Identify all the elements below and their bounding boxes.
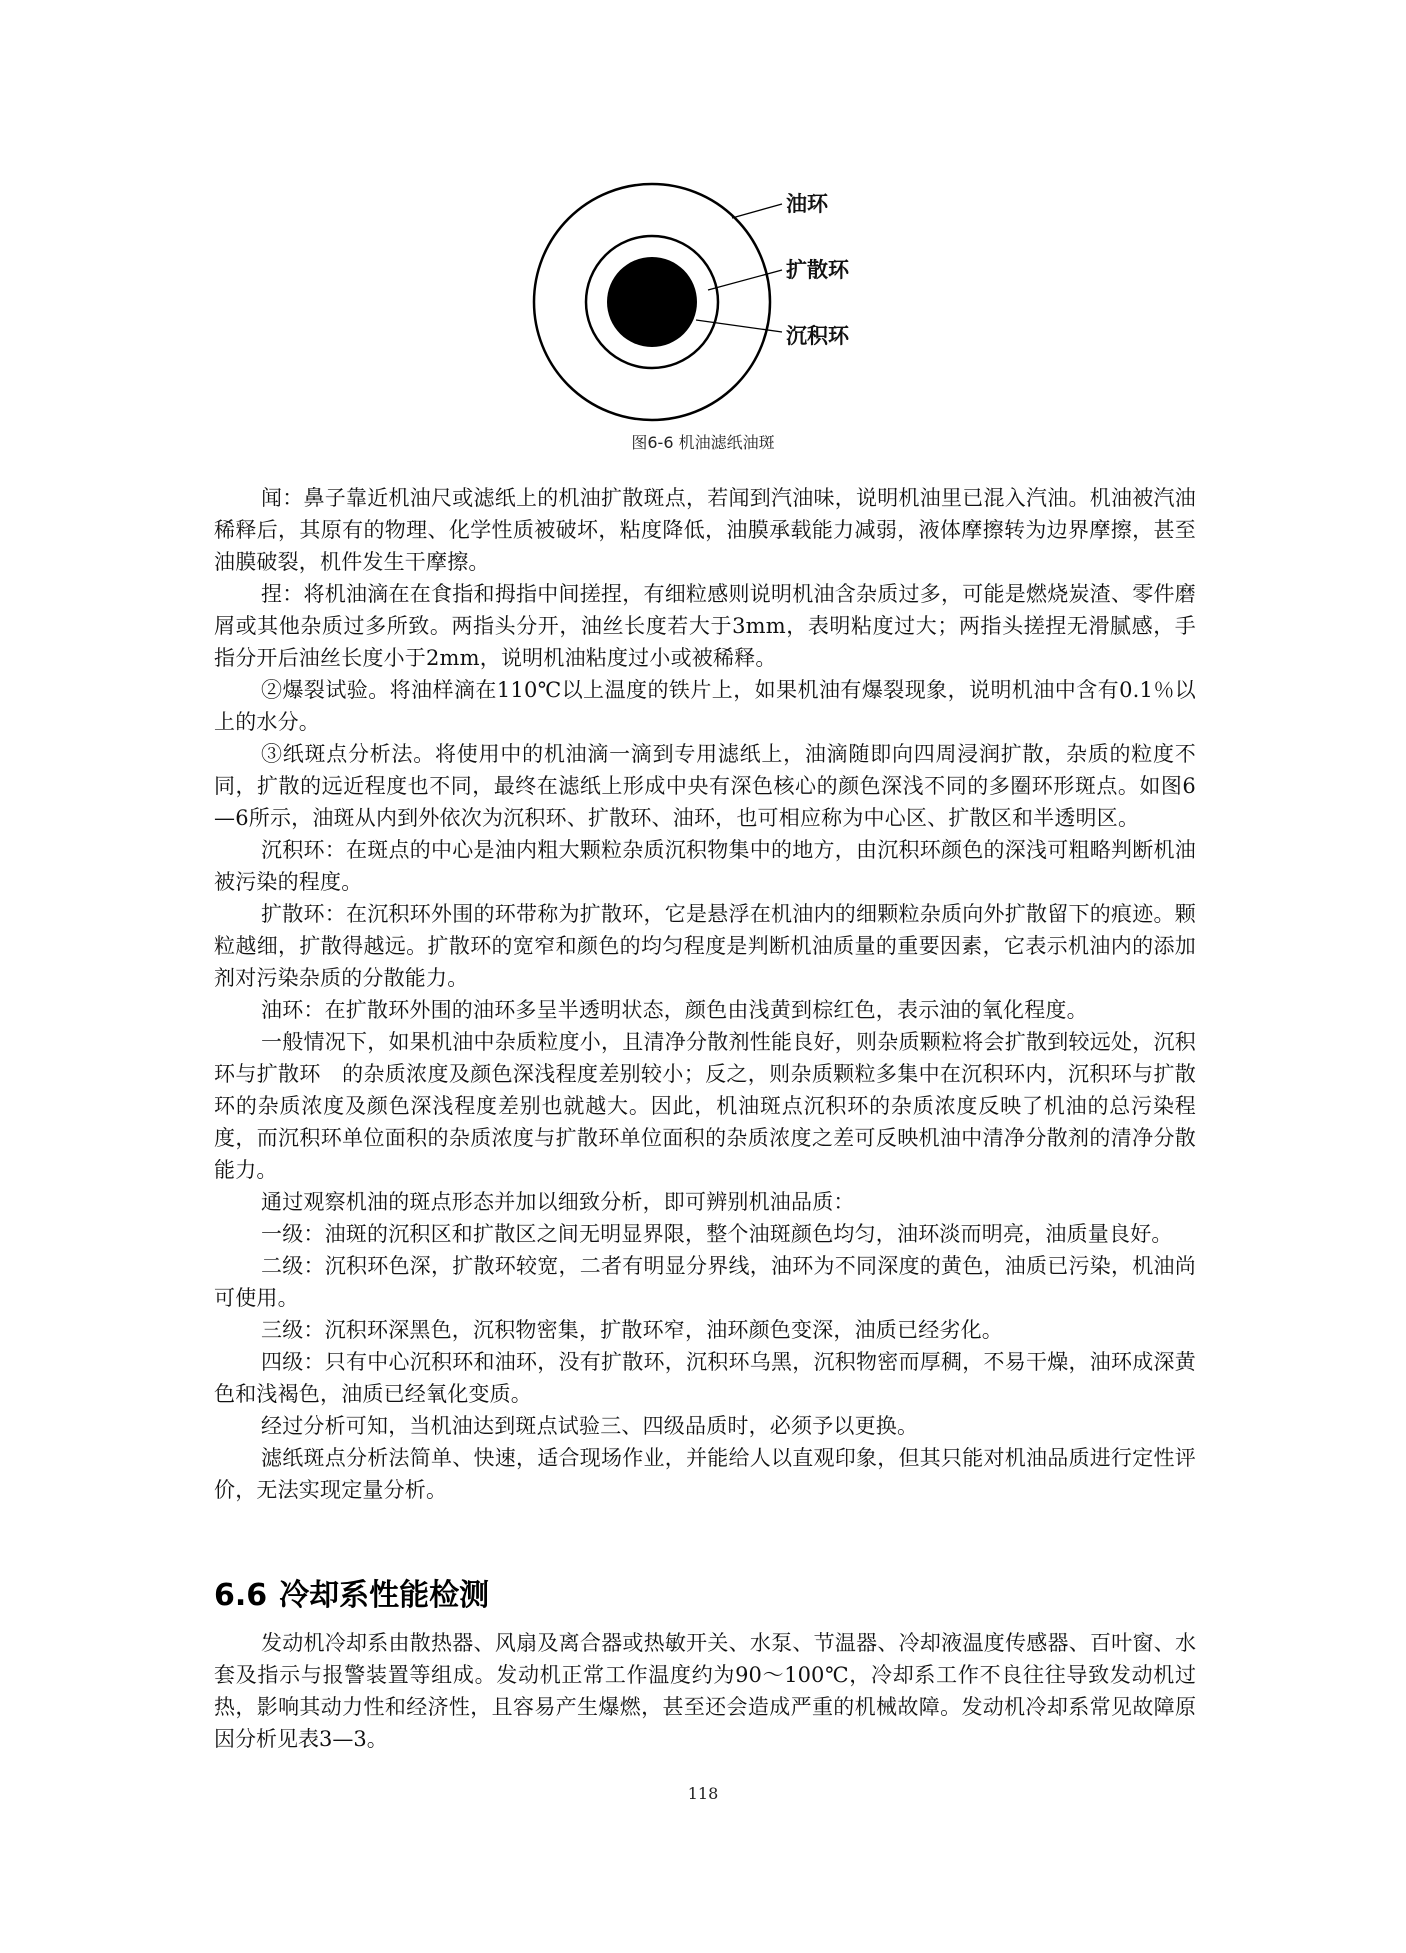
section-heading [214,1570,489,1614]
paragraph-method-summary: 滤纸斑点分析法简单、快速，适合现场作业，并能给人以直观印象，但其只能对机油品质进行定性评价，无法实现定量分析。 [214,1446,1196,1502]
paragraph-diffusion-ring: 扩散环：在沉积环外围的环带称为扩散环，它是悬浮在机油内的细颗粒杂质向外扩散留下的痕迹。颗粒越细，扩散得越远。扩散环的宽窄和颜色的均匀程度是判断机油质量的重要因素，它表示机油内的添加剂对污染杂质的分散能力。 [214,902,1196,990]
paragraph-grade-2: 二级：沉积环色深，扩散环较宽，二者有明显分界线，油环为不同深度的黄色，油质已污染，机油尚可使用。 [214,1254,1196,1310]
body-text [214,482,1196,1506]
deposit-ring-core [607,257,697,347]
paragraph-oil-ring: 油环：在扩散环外围的油环多呈半透明状态，颜色由浅黄到棕红色，表示油的氧化程度。 [261,998,1088,1022]
section-title: 冷却系性能检测 [279,1578,490,1613]
paragraph-general: 一般情况下，如果机油中杂质粒度小，且清净分散剂性能良好，则杂质颗粒将会扩散到较远处，沉积环与扩散环 的杂质浓度及颜色深浅程度差别较小；反之，则杂质颗粒多集中在沉积环内，沉积环与扩散环的杂质浓度及颜色深浅程度差别也就越大。因此，机油斑点沉积环的杂质浓度反映了机油的总污染程度，而沉积环单位面积的杂质浓度与扩散环单位面积的杂质浓度之差可反映机油中清净分散剂的清净分散能力。 [214,1030,1196,1182]
deposit-ring-label: 沉积环 [786,324,849,348]
paragraph-conclusion: 经过分析可知，当机油达到斑点试验三、四级品质时，必须予以更换。 [261,1414,919,1438]
figure-caption: 图6-6 机油滤纸油斑 [631,433,775,452]
diffusion-ring-label: 扩散环 [786,258,849,282]
page-number: 118 [687,1784,719,1803]
oil-ring-label: 油环 [786,192,828,216]
paragraph-deposit-ring: 沉积环：在斑点的中心是油内粗大颗粒杂质沉积物集中的地方，由沉积环颜色的深浅可粗略判断机油被污染的程度。 [214,838,1196,894]
paragraph-pinch: 捏：将机油滴在在食指和拇指中间搓捏，有细粒感则说明机油含杂质过多，可能是燃烧炭渣、零件磨屑或其他杂质过多所致。两指头分开，油丝长度若大于3mm，表明粘度过大；两指头搓捏无滑腻感，手指分开后油丝长度小于2mm，说明机油粘度过小或被稀释。 [214,582,1196,670]
paragraph-grade-4: 四级：只有中心沉积环和油环，没有扩散环，沉积环乌黑，沉积物密而厚稠，不易干燥，油环成深黄色和浅褐色，油质已经氧化变质。 [214,1350,1196,1406]
paragraph-grade-3: 三级：沉积环深黑色，沉积物密集，扩散环窄，油环颜色变深，油质已经劣化。 [261,1318,1003,1342]
oil-spot-diagram [520,180,920,430]
section-number: 6.6 [214,1578,268,1613]
oil-spot-figure [520,180,920,430]
paragraph-grading-intro: 通过观察机油的斑点形态并加以细致分析，即可辨别机油品质： [261,1190,855,1214]
paragraph-spot-analysis: ③纸斑点分析法。将使用中的机油滴一滴到专用滤纸上，油滴随即向四周浸润扩散，杂质的粒度不同，扩散的远近程度也不同，最终在滤纸上形成中央有深色核心的颜色深浅不同的多圈环形斑点。如图6—6所示，油斑从内到外依次为沉积环、扩散环、油环，也可相应称为中心区、扩散区和半透明区。 [214,742,1196,830]
section-body [214,1627,1196,1755]
oil-ring-leader [732,204,782,218]
paragraph-grade-1: 一级：油斑的沉积区和扩散区之间无明显界限，整个油斑颜色均匀，油环淡而明亮，油质量良好。 [261,1222,1173,1246]
paragraph-cooling-system: 发动机冷却系由散热器、风扇及离合器或热敏开关、水泵、节温器、冷却液温度传感器、百叶窗、水套及指示与报警装置等组成。发动机正常工作温度约为90～100℃，冷却系工作不良往往导致发动机过热，影响其动力性和经济性，且容易产生爆燃，甚至还会造成严重的机械故障。发动机冷却系常见故障原因分析见表3—3。 [214,1631,1196,1751]
paragraph-smell: 闻：鼻子靠近机油尺或滤纸上的机油扩散斑点，若闻到汽油味，说明机油里已混入汽油。机油被汽油稀释后，其原有的物理、化学性质被破坏，粘度降低，油膜承载能力减弱，液体摩擦转为边界摩擦，甚至油膜破裂，机件发生干摩擦。 [214,486,1196,574]
paragraph-burst-test: ②爆裂试验。将油样滴在110℃以上温度的铁片上，如果机油有爆裂现象，说明机油中含有0.1％以上的水分。 [214,678,1196,734]
